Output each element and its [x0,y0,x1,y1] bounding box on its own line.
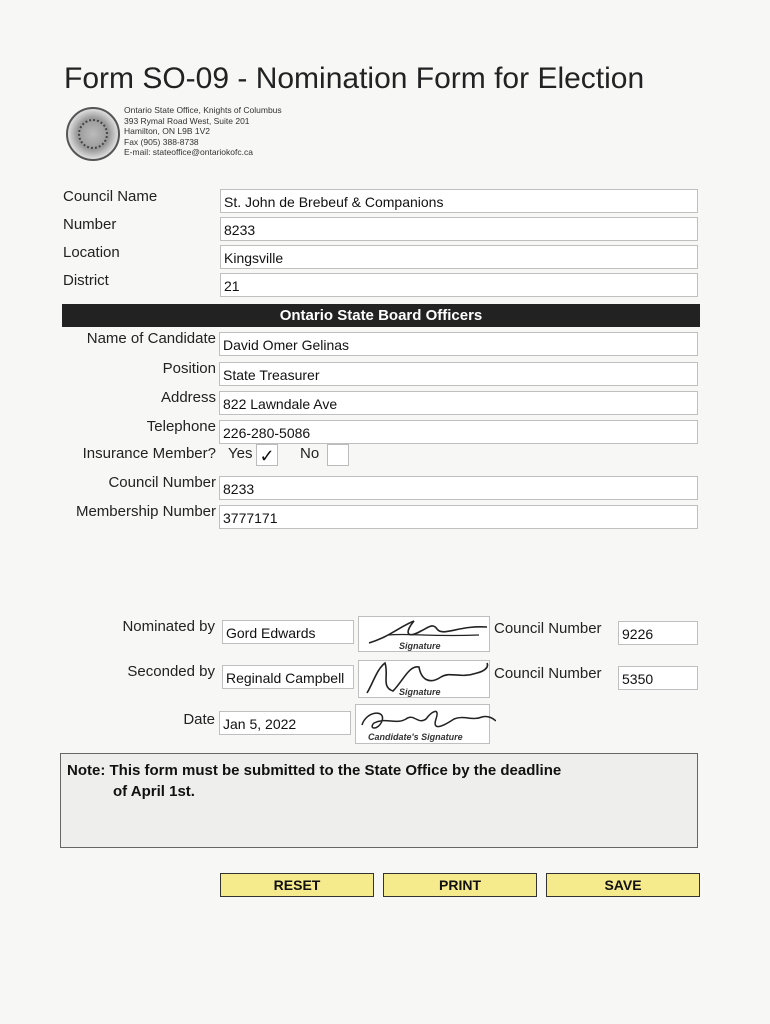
council-name-field[interactable]: St. John de Brebeuf & Companions [220,189,698,213]
position-field[interactable]: State Treasurer [219,362,698,386]
insurance-yes-checkbox[interactable] [256,444,278,466]
note-line: Note: This form must be submitted to the State Office by the deadline [67,762,562,779]
candidate-name-field[interactable]: David Omer Gelinas [219,332,698,356]
address-line: Fax (905) 388-8738 [124,136,199,147]
note-text [67,760,561,802]
insurance-no-label: No [300,445,320,462]
council-name-label: Council Name [63,188,158,205]
seconder-council-number-field[interactable]: 5350 [618,666,698,690]
council-number-field[interactable]: 8233 [220,217,698,241]
district-field[interactable]: 21 [220,273,698,297]
section-header: Ontario State Board Officers [62,304,700,327]
office-address [124,105,282,158]
seconder-council-number-label: Council Number [494,665,602,682]
reset-button[interactable]: RESET [220,873,374,897]
knights-of-columbus-seal-icon [66,107,120,161]
district-label: District [63,272,109,289]
position-label: Position [162,360,216,377]
address-line: Ontario State Office, Knights of Columbus [124,105,282,115]
telephone-field[interactable]: 226-280-5086 [219,420,698,444]
location-field[interactable]: Kingsville [220,245,698,269]
checkmark-icon: ✓ [259,446,275,466]
nominator-council-number-label: Council Number [494,620,602,637]
date-field[interactable]: Jan 5, 2022 [219,711,351,735]
membership-number-label: Membership Number [75,503,216,520]
candidate-signature-caption: Candidate's Signature [368,732,463,742]
print-button[interactable]: PRINT [383,873,537,897]
note-line: of April 1st. [113,783,195,800]
address-line: Hamilton, ON L9B 1V2 [124,126,210,136]
address-line: E-mail: stateoffice@ontariokofc.ca [124,147,253,157]
form-title: Form SO-09 - Nomination Form for Election [64,62,645,95]
deadline-note [60,753,698,848]
candidate-council-number-field[interactable]: 8233 [219,476,698,500]
signature-caption: Signature [399,687,441,697]
insurance-yes-label: Yes [228,445,253,462]
seconder-signature-box[interactable] [358,660,490,698]
telephone-label: Telephone [146,418,216,435]
insurance-no-checkbox[interactable] [327,444,349,466]
date-label: Date [183,711,215,728]
nominator-signature-box[interactable] [358,616,490,652]
council-number-label: Number [63,216,117,233]
seconded-by-field[interactable]: Reginald Campbell [222,665,354,689]
address-line: 393 Rymal Road West, Suite 201 [124,115,250,126]
signature-caption: Signature [399,641,441,651]
candidate-name-label: Name of Candidate [86,330,216,347]
seconded-by-label: Seconded by [127,663,215,680]
save-button[interactable]: SAVE [546,873,700,897]
nominated-by-label: Nominated by [122,618,215,635]
nominator-council-number-field[interactable]: 9226 [618,621,698,645]
candidate-council-number-label: Council Number [108,474,216,491]
location-label: Location [63,244,120,261]
insurance-member-label: Insurance Member? [82,445,216,462]
nominated-by-field[interactable]: Gord Edwards [222,620,354,644]
address-field[interactable]: 822 Lawndale Ave [219,391,698,415]
candidate-signature-box[interactable] [355,704,490,744]
address-label: Address [160,389,216,406]
membership-number-field[interactable]: 3777171 [219,505,698,529]
